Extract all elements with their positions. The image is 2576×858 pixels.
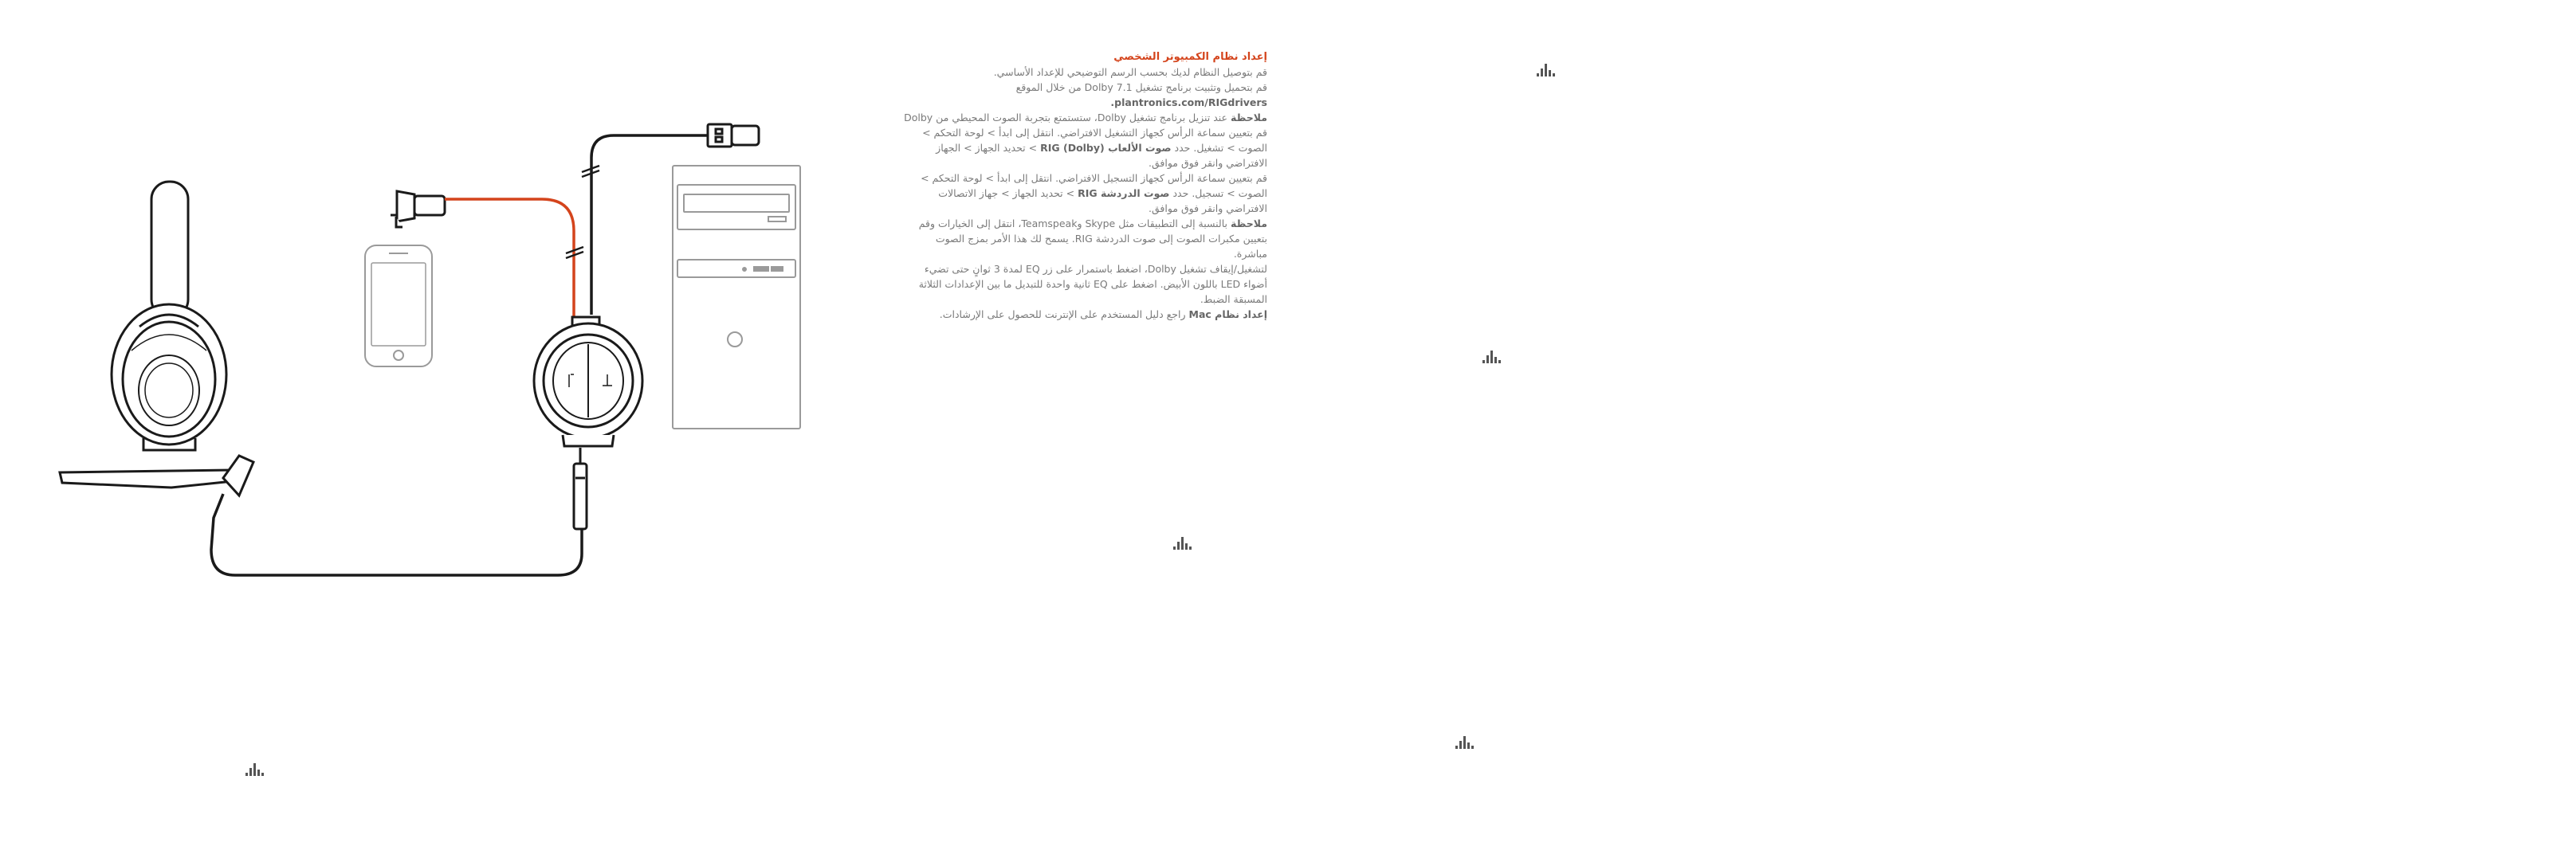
- note-dolby: ملاحظة عند تنزيل برنامج تشغيل Dolby، ستستمتع بتجربة الصوت المحيطي من Dolby: [904, 112, 1267, 123]
- headset-icon: [112, 182, 226, 450]
- orange-cable: [445, 199, 574, 335]
- step-dolby-toggle: لتشغيل/إيقاف تشغيل Dolby، اضغط باستمرار على زر EQ لمدة 3 ثوانٍ حتى تضيء أضواء LED باللون الأبيض. اضغط على EQ ثانية واحدة للتبديل ما بين الإعدادات الثلاثة المسبقة الضبط.: [918, 263, 1267, 305]
- usb-plug-icon: [708, 124, 759, 147]
- step-connect: قم بتوصيل النظام لديك بحسب الرسم التوضيحي للإعداد الأساسي.: [993, 66, 1267, 78]
- step-install-driver: قم بتحميل وتثبيت برنامج تشغيل Dolby 7.1 من خلال الموقع: [1015, 81, 1267, 93]
- step-playback-device: قم بتعيين سماعة الرأس كجهاز التشغيل الافتراضي. انتقل إلى ابدأ > لوحة التحكم > الصوت > تشغيل. حدد صوت الألعاب (Dolby) RIG > تحديد الجهاز > الجهاز الافتراضي وانقر فوق موافق.: [922, 127, 1267, 169]
- audio-jack-icon: [391, 191, 445, 227]
- instructions-section: [901, 49, 1267, 322]
- audio-plug: [574, 448, 587, 529]
- note-chat-apps: ملاحظة بالنسبة إلى التطبيقات مثل Skype وTeamspeak، انتقل إلى الخيارات وقم بتعيين مكبرات الصوت إلى صوت الدردشة RIG. يسمح لك هذا الأمر بمزج الصوت مباشرة.: [918, 217, 1267, 260]
- phone-icon: [365, 245, 432, 366]
- section-heading: إعداد نظام الكمبيوتر الشخصي: [1113, 51, 1267, 63]
- mic-cable: [211, 494, 582, 575]
- pc-tower-icon: [673, 166, 800, 429]
- driver-link[interactable]: plantronics.com/RIGdrivers.: [1110, 96, 1267, 108]
- amp-mixer-icon: [534, 317, 642, 446]
- boom-mic-icon: [60, 456, 253, 496]
- mac-setup: إعداد نظام Mac راجع دليل المستخدم على الإنترنت للحصول على الإرشادات.: [939, 308, 1267, 320]
- step-recording-device: قم بتعيين سماعة الرأس كجهاز التسجيل الافتراضي. انتقل إلى ابدأ > لوحة التحكم > الصوت > تسجيل. حدد صوت الدردشة RIG > تحديد الجهاز > جهاز الاتصالات الافتراضي وانقر فوق موافق.: [921, 172, 1267, 214]
